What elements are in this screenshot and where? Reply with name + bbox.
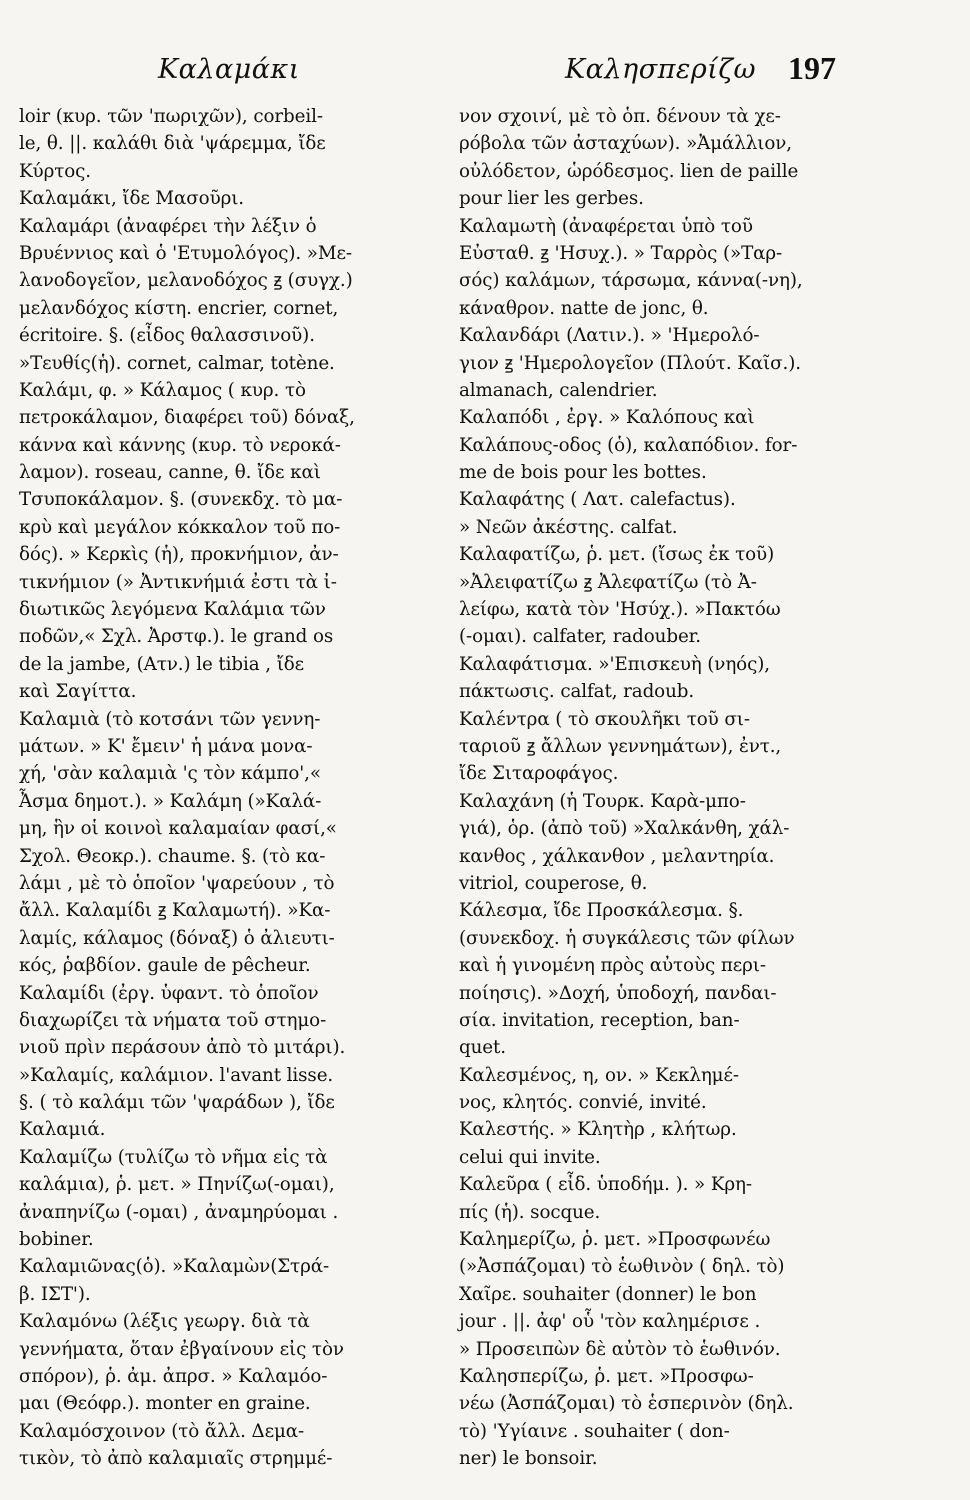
text-line: Εὐσταθ. ꙃ 'Ησυχ.). » Ταρρὸς (»Ταρ- (459, 242, 783, 264)
text-line: me de bois pour les bottes. (459, 462, 707, 484)
text-line: Βρυέννιος καὶ ὁ 'Ετυμολόγος). »Με- (19, 242, 352, 264)
text-line: πετροκάλαμον, διαφέρει τοῦ) δόναξ, (19, 407, 355, 429)
text-line: (συνεκδοχ. ἡ συγκάλεσις τῶν φίλων (459, 927, 795, 949)
text-line: Κύρτος. (19, 160, 91, 182)
text-line: Καλαφατίζω, ῥ. μετ. (ἴσως ἐκ τοῦ) (459, 544, 775, 566)
text-line: σός) καλάμων, τάρσωμα, κάννα(-νη), (459, 270, 803, 292)
text-line: λάμι , μὲ τὸ ὁποῖον 'ψαρεύουν , τὸ (19, 872, 335, 894)
text-line: Καλεστής. » Κλητὴρ , κλήτωρ. (459, 1119, 737, 1141)
text-line: §. ( τὸ καλάμι τῶν 'ψαράδων ), ἴδε (19, 1092, 335, 1114)
text-line: λείφω, κατὰ τὸν 'Ησύχ.). »Πακτόω (459, 599, 781, 621)
running-head-left: Καλαμάκι (158, 54, 300, 85)
text-line: »Τευθίς(ἡ). cornet, calmar, totène. (19, 352, 335, 374)
text-line: λανοδογεῖον, μελανοδόχος ꙃ (συγχ.) (19, 270, 353, 292)
left-column (19, 103, 421, 1473)
text-line: Καλαμιῶνας(ὁ). »Καλαμὼν(Στρά- (19, 1256, 330, 1278)
text-line: Καλαπόδι , ἐργ. » Καλόπους καὶ (459, 407, 755, 429)
text-line: Καλαμωτὴ (ἀναφέρεται ὑπὸ τοῦ (459, 215, 753, 237)
text-line: celui qui invite. (459, 1146, 601, 1168)
text-line: μαι (Θεόφρ.). monter en graine. (19, 1393, 311, 1415)
text-line: νιοῦ πρὶν περάσουν ἀπὸ τὸ μιτάρι). (19, 1037, 346, 1059)
text-line: ποίησις). »Δοχή, ὑποδοχή, πανδαι- (459, 982, 777, 1004)
text-line: διωτικῶς λεγόμενα Καλάμια τῶν (19, 599, 326, 621)
text-line: Καλάπους-οδος (ὁ), καλαπόδιον. for- (459, 434, 798, 456)
text-line: Καλαμιά. (19, 1119, 106, 1141)
page-number: 197 (788, 50, 836, 86)
text-line: πάκτωσις. calfat, radoub. (459, 681, 695, 703)
text-line: Ἆσμα δημοτ.). » Καλάμη (»Καλά- (19, 790, 322, 812)
text-line: Καλαχάνη (ἡ Τουρκ. Καρὰ-μπο- (459, 790, 746, 812)
text-line: Καλεῦρα ( εἶδ. ὑποδήμ. ). » Κρη- (459, 1174, 752, 1196)
text-line: νος, κλητός. convié, invité. (459, 1092, 707, 1114)
text-line: μάτων. » Κ' ἔμειν' ἡ μάνα μονα- (19, 735, 313, 757)
text-line: γιον ꙃ 'Ημερολογεῖον (Πλούτ. Καῖσ.). (459, 352, 801, 374)
text-line: almanach, calendrier. (459, 379, 658, 401)
text-line: κρὺ καὶ μεγάλον κόκκαλον τοῦ πο- (19, 516, 341, 538)
text-line: λαμίς, κάλαμος (δόναξ) ὁ ἀλιευτι- (19, 927, 335, 949)
text-line: »Ἀλειφατίζω ꙃ Ἀλεφατίζω (τὸ Ἀ- (459, 571, 757, 593)
text-line: Καλαμίδι (ἐργ. ὑφαντ. τὸ ὁποῖον (19, 982, 319, 1004)
text-line: χή, 'σὰν καλαμιὰ 'ς τὸν κάμπο',« (19, 763, 321, 785)
text-line: ἄλλ. Καλαμίδι ꙃ Καλαμωτή). »Κα- (19, 900, 331, 922)
text-line: κάννα καὶ κάννης (κυρ. τὸ νεροκά- (19, 434, 341, 456)
text-line: μη, ἣν οἱ κοινοὶ καλαμαίαν φασί,« (19, 818, 337, 840)
text-line: διαχωρίζει τὰ νήματα τοῦ στημο- (19, 1009, 327, 1031)
text-line: » Προσειπὼν δὲ αὐτὸν τὸ ἑωθινόν. (459, 1338, 781, 1360)
text-line: jour . ||. ἀφ' οὗ 'τὸν καλημέρισε . (459, 1311, 761, 1333)
text-line: Τσυποκάλαμον. §. (συνεκδχ. τὸ μα- (19, 489, 343, 511)
text-line: νον σχοινί, μὲ τὸ ὁπ. δένουν τὰ χε- (459, 106, 781, 127)
text-line: Καλαμίζω (τυλίζω τὸ νῆμα εἰς τὰ (19, 1146, 328, 1168)
text-line: ἴδε Σιταροφάγος. (459, 763, 619, 785)
text-line: Καλαφάτισμα. »'Επισκευὴ (νηός), (459, 653, 770, 675)
text-line: Καλαμιὰ (τὸ κοτσάνι τῶν γεννη- (19, 708, 321, 730)
text-line: πίς (ἡ). socque. (459, 1201, 601, 1223)
text-line: loir (κυρ. τῶν 'πωριχῶν), corbeil- (19, 106, 323, 127)
text-line: » Νεῶν ἀκέστης. calfat. (459, 516, 678, 538)
running-head-right: Καλησπερίζω (565, 54, 756, 85)
text-line: Καλησπερίζω, ῥ. μετ. »Προσφω- (459, 1365, 754, 1387)
text-line: μελανδόχος κίστη. encrier, cornet, (19, 297, 339, 319)
text-line: γεννήματα, ὅταν ἐβγαίνουν εἰς τὸν (19, 1338, 344, 1360)
text-line: δός). » Κερκὶς (ἡ), προκνήμιον, ἀν- (19, 544, 339, 566)
text-line: Καλαμόσχοινον (τὸ ἄλλ. Δεμα- (19, 1420, 305, 1442)
text-line: »Καλαμίς, καλάμιον. l'avant lisse. (19, 1064, 334, 1086)
text-line: de la jambe, (Ατν.) le tibia , ἴδε (19, 653, 305, 675)
text-line: ner) le bonsoir. (459, 1448, 598, 1470)
text-line: ταριοῦ ꙃ ἄλλων γεννημάτων), ἐντ., (459, 735, 782, 757)
text-line: κανθος , χάλκανθον , μελαντηρία. (459, 845, 775, 867)
text-line: σπόρον), ῥ. ἀμ. ἀπρσ. » Καλαμόο- (19, 1365, 328, 1387)
text-line: (-ομαι). calfater, radouber. (459, 626, 702, 648)
text-line: καὶ Σαγίττα. (19, 681, 137, 703)
text-line: οὐλόδετον, ὡρόδεσμος. lien de paille (459, 160, 799, 182)
text-line: vitriol, couperose, θ. (459, 872, 648, 894)
text-line: τικὸν, τὸ ἀπὸ καλαμιαῖς στρημμέ- (19, 1448, 333, 1470)
text-line: Καλημερίζω, ῥ. μετ. »Προσφωνέω (459, 1229, 771, 1251)
text-line: Καλαμάρι (ἀναφέρει τὴν λέξιν ὁ (19, 215, 317, 237)
text-line: ἀναπηνίζω (-ομαι) , ἀναμηρύομαι . (19, 1201, 339, 1223)
text-line: β. ΙΣΤ'). (19, 1283, 91, 1305)
text-line: Καλαφάτης ( Λατ. calefactus). (459, 489, 736, 511)
text-line: Σχολ. Θεοκρ.). chaume. §. (τὸ κα- (19, 845, 326, 867)
text-line: Καλαμάκι, ἴδε Μασοῦρι. (19, 188, 245, 210)
text-line: écritoire. §. (εἶδος θαλασσινοῦ). (19, 325, 315, 347)
text-line: (»Ἀσπάζομαι) τὸ ἑωθινὸν ( δηλ. τὸ) (459, 1256, 785, 1278)
text-line: κός, ῥαβδίον. gaule de pêcheur. (19, 955, 311, 977)
text-line: quet. (459, 1037, 506, 1059)
text-line: καλάμια), ῥ. μετ. » Πηνίζω(-ομαι), (19, 1174, 335, 1196)
text-line: λαμον). roseau, canne, θ. ἴδε καὶ (19, 462, 321, 484)
right-column (459, 103, 861, 1473)
text-line: νέω (Ἀσπάζομαι) τὸ ἑσπερινὸν (δηλ. (459, 1393, 794, 1415)
text-line: ποδῶν,« Σχλ. Ἀρστφ.). le grand os (19, 626, 334, 648)
text-line: le, θ. ||. καλάθι διὰ 'ψάρεμμα, ἴδε (19, 133, 326, 155)
text-line: τικνήμιον (» Ἀντικνήμιά ἐστι τὰ ἰ- (19, 571, 337, 593)
text-line: Καλανδάρι (Λατιν.). » 'Ημερολό- (459, 325, 760, 347)
text-line: Καλέντρα ( τὸ σκουλῆκι τοῦ σι- (459, 708, 750, 730)
text-line: Καλάμι, φ. » Κάλαμος ( κυρ. τὸ (19, 379, 306, 401)
text-line: γιά), ὁρ. (ἀπὸ τοῦ) »Χαλκάνθη, χάλ- (459, 818, 790, 840)
text-line: Κάλεσμα, ἴδε Προσκάλεσμα. §. (459, 900, 744, 922)
text-line: Καλεσμένος, η, ον. » Κεκλημέ- (459, 1064, 739, 1086)
text-line: Καλαμόνω (λέξις γεωργ. διὰ τὰ (19, 1311, 310, 1333)
text-line: pour lier les gerbes. (459, 188, 644, 210)
text-line: Χαῖρε. souhaiter (donner) le bon (459, 1283, 757, 1305)
text-line: ρόβολα τῶν ἀσταχύων). »Ἀμάλλιον, (459, 133, 792, 155)
text-line: καὶ ἡ γινομένη πρὸς αὐτοὺς περι- (459, 955, 766, 977)
text-line: τὸ) 'Υγίαινε . souhaiter ( don- (459, 1420, 730, 1442)
text-line: bobiner. (19, 1229, 94, 1251)
text-line: κάναθρον. natte de jonc, θ. (459, 297, 709, 319)
text-line: σία. invitation, reception, ban- (459, 1009, 740, 1031)
